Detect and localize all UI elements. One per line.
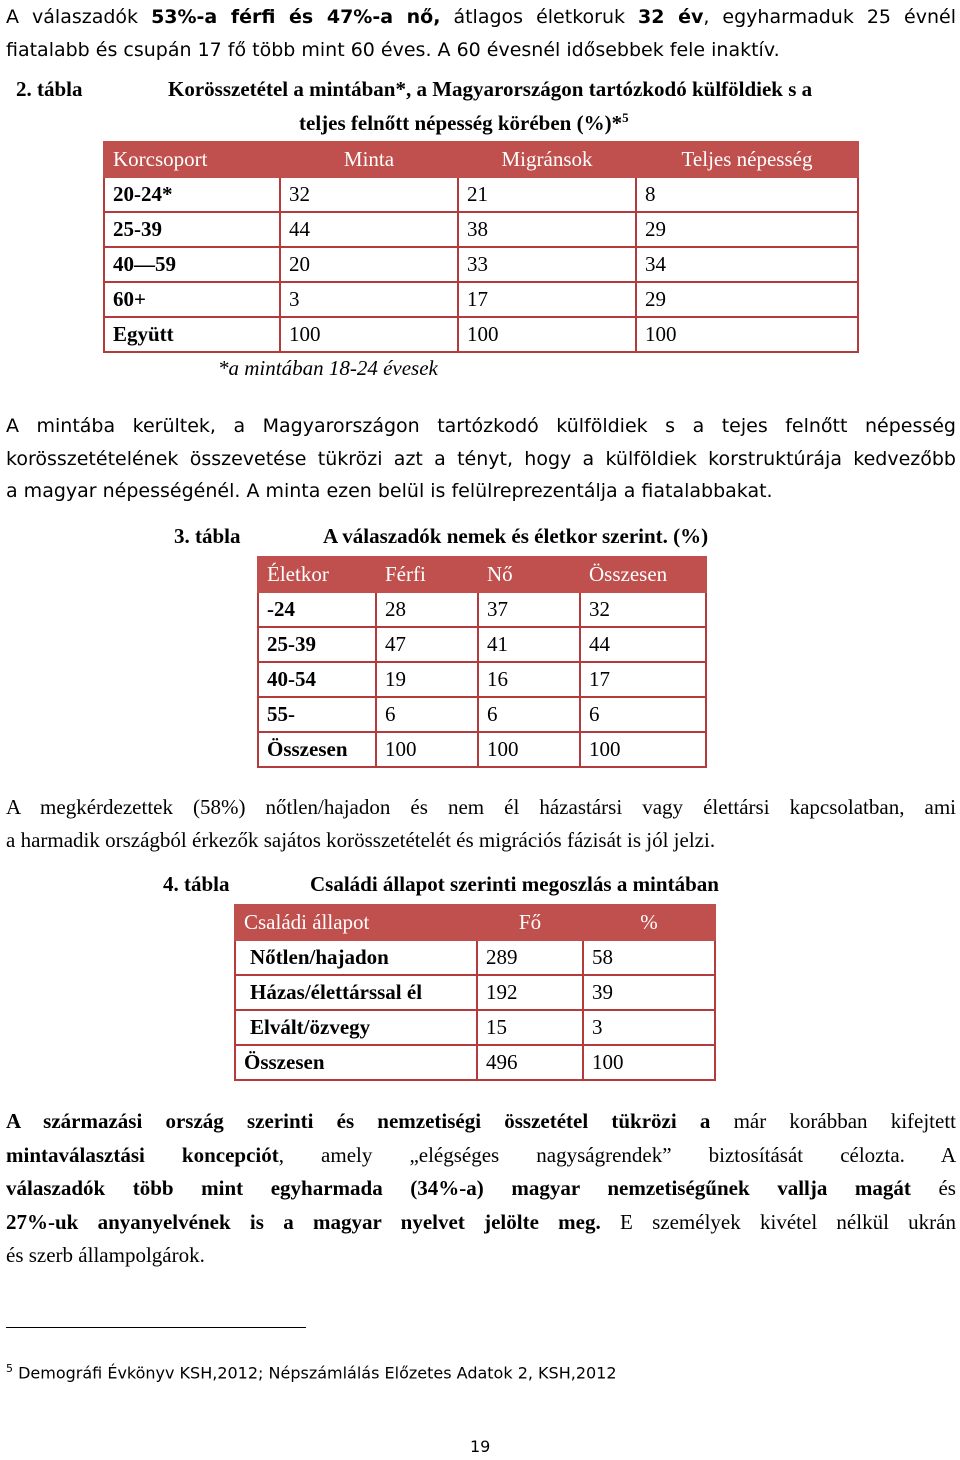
table-row	[258, 697, 706, 732]
table-cell: 39	[583, 975, 715, 1010]
intro-line-1	[6, 0, 956, 34]
intro-gender-ratio: 53%-a férfi és 47%-a nő,	[151, 6, 441, 28]
table-cell: 100	[583, 1045, 715, 1080]
table-cell: 19	[376, 662, 478, 697]
header-cell: Férfi	[376, 557, 478, 592]
table-cell: 32	[280, 177, 458, 212]
emphasis: válaszadók több mint egyharmada (34%-a) magyar nemzetiségűnek vallja magát	[6, 1176, 911, 1200]
table-cell: 3	[583, 1010, 715, 1045]
table-cell: 29	[636, 282, 858, 317]
footnote	[6, 1362, 617, 1382]
row-label: -24	[258, 592, 376, 627]
paragraph-4-line	[6, 1206, 956, 1240]
table-header-row	[258, 557, 706, 592]
table-cell: 100	[580, 732, 706, 767]
header-cell: %	[583, 905, 715, 940]
intro-text: A válaszadók	[6, 6, 152, 28]
table-cell: 496	[477, 1045, 583, 1080]
footnote-text: Demográfi Évkönyv KSH,2012; Népszámlálás Előzetes Adatok 2, KSH,2012	[13, 1363, 617, 1383]
table-cell: 37	[478, 592, 580, 627]
paragraph-2-line: A mintába kerültek, a Magyarországon tartózkodó külföldiek s a tejes felnőtt népesség	[6, 415, 956, 437]
table-cell: 21	[458, 177, 636, 212]
table2-note: *a mintában 18-24 évesek	[218, 356, 438, 380]
header-cell: Életkor	[258, 557, 376, 592]
table-cell: 3	[280, 282, 458, 317]
table3-title: A válaszadók nemek és életkor szerint. (%)	[323, 524, 709, 548]
table-cell: 34	[636, 247, 858, 282]
row-label: Összesen	[258, 732, 376, 767]
paragraph-4	[6, 1105, 956, 1273]
footnote-reference: 5	[622, 110, 629, 125]
text: E személyek kivétel nélkül ukrán	[600, 1209, 956, 1234]
row-label: 40—59	[104, 247, 280, 282]
table-cell: 8	[636, 177, 858, 212]
table-row	[235, 940, 715, 975]
table-cell: 44	[280, 212, 458, 247]
header-cell: Családi állapot	[235, 905, 477, 940]
table-row	[104, 247, 858, 282]
intro-text: átlagos életkoruk	[440, 6, 639, 28]
paragraph-2-line: a magyar népességénél. A minta ezen belül is felülreprezentálja a fiatalabbakat.	[6, 480, 773, 502]
table-header-row	[235, 905, 715, 940]
table-row	[104, 212, 858, 247]
table-cell: 100	[280, 317, 458, 352]
table-cell: 6	[478, 697, 580, 732]
table-cell: 47	[376, 627, 478, 662]
intro-average-age: 32 év	[638, 6, 704, 28]
gender-age-table	[257, 556, 707, 768]
paragraph-4-line	[6, 1172, 956, 1206]
table-cell: 32	[580, 592, 706, 627]
table-cell: 33	[458, 247, 636, 282]
table-cell: 100	[458, 317, 636, 352]
table-cell: 17	[580, 662, 706, 697]
page-number: 19	[470, 1437, 491, 1456]
header-cell: Korcsoport	[104, 142, 280, 177]
paragraph-3-line: a harmadik országból érkezők sajátos korösszetételét és migrációs fázisát is jól jelzi.	[6, 827, 716, 852]
row-label: Elvált/özvegy	[235, 1010, 477, 1045]
marital-status-table	[234, 904, 716, 1081]
table-row	[258, 662, 706, 697]
table-row	[258, 732, 706, 767]
emphasis: A származási ország szerinti és nemzetiségi összetétel tükrözi a	[6, 1109, 711, 1133]
table2-title-text: teljes felnőtt népesség körében (%)*	[299, 111, 623, 135]
row-label: 55-	[258, 697, 376, 732]
text: , amely „elégséges nagyságrendek” biztosítását célozta. A	[278, 1142, 956, 1167]
footnote-separator	[6, 1327, 306, 1328]
table-row	[258, 627, 706, 662]
table4-title: Családi állapot szerinti megoszlás a mintában	[310, 872, 719, 896]
table-row	[104, 177, 858, 212]
row-label: 25-39	[258, 627, 376, 662]
emphasis: 27%-uk anyanyelvének is a magyar nyelvet jelölte meg.	[6, 1209, 601, 1234]
table-cell: 38	[458, 212, 636, 247]
age-composition-table	[103, 141, 859, 353]
table-cell: 16	[478, 662, 580, 697]
table2-title-line1: Korösszetétel a mintában*, a Magyarországon tartózkodó külföldiek s a	[168, 77, 813, 101]
table2-number: 2. tábla	[16, 77, 83, 101]
footnote-mark: 5	[6, 1362, 13, 1375]
row-label: Házas/élettárssal él	[235, 975, 477, 1010]
row-label: 25-39	[104, 212, 280, 247]
table-cell: 289	[477, 940, 583, 975]
table-cell: 41	[478, 627, 580, 662]
intro-paragraph	[6, 0, 956, 66]
header-cell: Migránsok	[458, 142, 636, 177]
paragraph-4-line	[6, 1105, 956, 1139]
table-row	[235, 1045, 715, 1080]
text: és	[910, 1176, 956, 1200]
table-cell: 6	[580, 697, 706, 732]
table3-number: 3. tábla	[174, 524, 241, 548]
header-cell: Fő	[477, 905, 583, 940]
intro-line-2: fiatalabb és csupán 17 fő több mint 60 éves. A 60 évesnél idősebbek fele inaktív.	[6, 38, 780, 61]
table-cell: 29	[636, 212, 858, 247]
row-label: 20-24*	[104, 177, 280, 212]
header-cell: Nő	[478, 557, 580, 592]
table-cell: 58	[583, 940, 715, 975]
table-row	[104, 282, 858, 317]
table-row	[235, 1010, 715, 1045]
emphasis: mintaválasztási koncepciót	[6, 1142, 279, 1167]
paragraph-3-line: A megkérdezettek (58%) nőtlen/hajadon és nem él házastársi vagy élettársi kapcsolatban, ami	[6, 795, 956, 819]
table-cell: 100	[636, 317, 858, 352]
header-cell: Összesen	[580, 557, 706, 592]
row-label: Összesen	[235, 1045, 477, 1080]
table-cell: 17	[458, 282, 636, 317]
table-cell: 6	[376, 697, 478, 732]
table-cell: 28	[376, 592, 478, 627]
row-label: 60+	[104, 282, 280, 317]
table-cell: 20	[280, 247, 458, 282]
header-cell: Teljes népesség	[636, 142, 858, 177]
table-header-row	[104, 142, 858, 177]
table-row	[104, 317, 858, 352]
table-cell: 100	[376, 732, 478, 767]
table4-number: 4. tábla	[163, 872, 230, 896]
text: már korábban kifejtett	[710, 1109, 957, 1133]
paragraph-2	[6, 410, 956, 508]
table-cell: 100	[478, 732, 580, 767]
table-cell: 44	[580, 627, 706, 662]
intro-text: , egyharmaduk 25 évnél	[703, 6, 956, 28]
row-label: Nőtlen/hajadon	[235, 940, 477, 975]
paragraph-3	[6, 791, 956, 856]
paragraph-4-line: és szerb állampolgárok.	[6, 1243, 205, 1267]
table-row	[258, 592, 706, 627]
paragraph-4-line	[6, 1139, 956, 1173]
header-cell: Minta	[280, 142, 458, 177]
paragraph-2-line: korösszetételének összevetése tükrözi azt a tényt, hogy a külföldiek korstruktúrája kedvezőbb	[6, 447, 956, 470]
row-label: Együtt	[104, 317, 280, 352]
row-label: 40-54	[258, 662, 376, 697]
table-cell: 192	[477, 975, 583, 1010]
table-cell: 15	[477, 1010, 583, 1045]
table2-title-line2	[299, 110, 629, 136]
table-row	[235, 975, 715, 1010]
